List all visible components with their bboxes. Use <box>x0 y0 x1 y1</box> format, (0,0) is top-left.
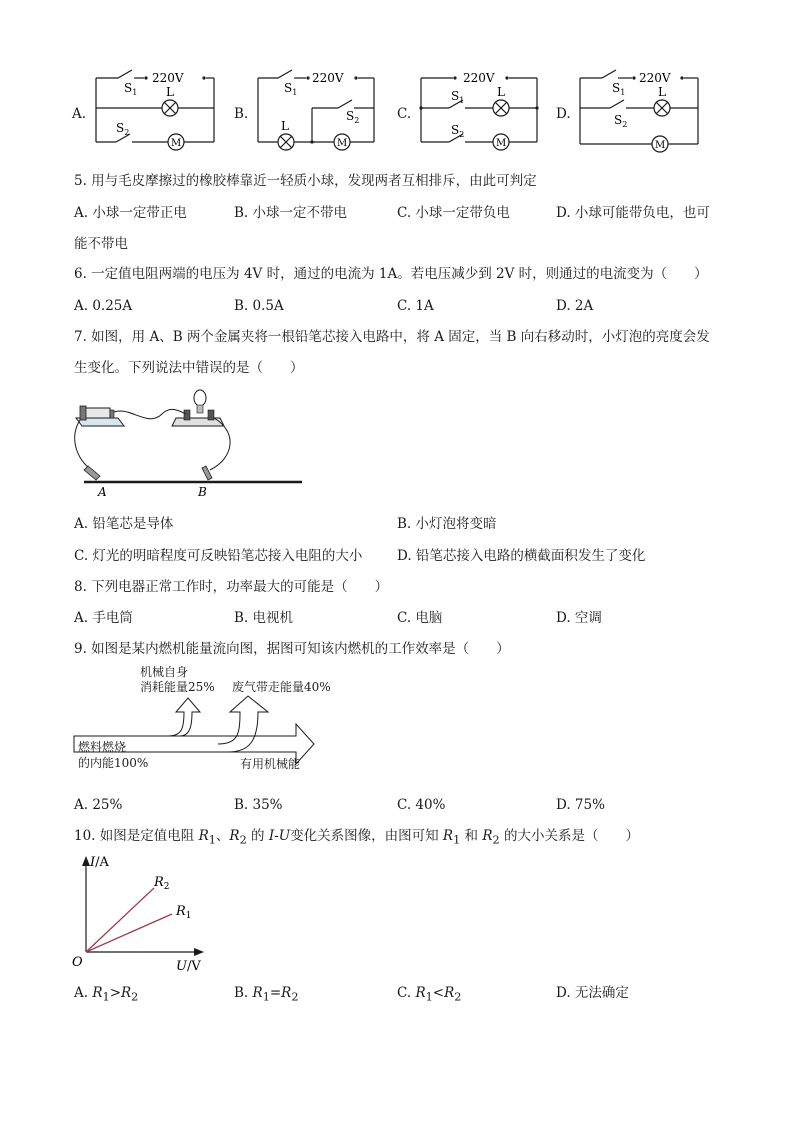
metal-clip-b-icon <box>202 466 212 480</box>
x-axis-arrow-icon <box>194 948 204 956</box>
y-axis-arrow-icon <box>82 856 90 866</box>
question-5-option-b[interactable]: B. 小球一定不带电 <box>234 205 348 221</box>
circuit-diagram-d <box>572 68 712 156</box>
question-10-stem: 10. 如图是定值电阻 $R_1$、$R_2$ 的 I-U变化关系图像，由图可知 $R_1$ 和 $R_2$ 的大小关系是（ ） <box>74 828 639 847</box>
circuit-diagram-a <box>88 68 228 152</box>
circuit-diagram-c <box>413 68 543 152</box>
option-a-letter[interactable]: A. <box>72 106 87 122</box>
pencil-lead-circuit-figure <box>70 388 310 500</box>
question-10-option-b[interactable]: B. $R_1=R_2$ <box>234 985 299 1004</box>
question-8-option-b[interactable]: B. 电视机 <box>234 610 294 626</box>
r1-line <box>86 914 172 952</box>
question-6-option-d[interactable]: D. 2A <box>556 298 594 314</box>
circuit-diagram-b <box>250 68 380 152</box>
metal-clip-a-icon <box>84 466 100 480</box>
clip-b-label: B <box>198 485 207 499</box>
question-9-stem: 9. 如图是某内燃机能量流向图，据图可知该内燃机的工作效率是（ ） <box>74 641 510 657</box>
voltage-label: 220V <box>639 71 671 85</box>
question-6-option-c[interactable]: C. 1A <box>397 298 434 314</box>
option-b-letter[interactable]: B. <box>234 106 249 122</box>
switch-s1-label: $S_1$ <box>451 89 465 105</box>
question-7-stem-line-2: 生变化。下列说法中错误的是（ ） <box>74 360 304 376</box>
question-7-stem-line-1: 7. 如图，用 A、B 两个金属夹将一根铅笔芯接入电路中，将 A 固定，当 B 向右移动时，小灯泡的亮度会发 <box>74 329 710 345</box>
iu-graph <box>70 852 210 974</box>
useful-energy-label: 有用机械能 <box>240 757 301 771</box>
light-bulb-icon <box>172 390 224 426</box>
fuel-energy-label-line-2: 的内能100% <box>78 756 149 770</box>
switch-s2-label: $S_2$ <box>116 121 130 137</box>
exhaust-loss-arrow <box>218 696 268 752</box>
switch-s2-label: $S_2$ <box>614 113 628 129</box>
question-5-option-d[interactable]: D. 小球可能带负电，也可 <box>556 205 710 221</box>
fuel-energy-label-line-1: 燃料燃烧 <box>78 740 127 754</box>
mechanical-loss-arrow <box>168 698 200 736</box>
voltage-label: 220V <box>152 71 184 85</box>
origin-label: O <box>72 955 83 970</box>
question-8-option-a[interactable]: A. 手电筒 <box>74 610 133 626</box>
question-8-option-d[interactable]: D. 空调 <box>556 610 602 626</box>
voltage-label: 220V <box>463 71 495 85</box>
question-5-option-c[interactable]: C. 小球一定带负电 <box>397 205 510 221</box>
mechanical-loss-label-line-2: 消耗能量25% <box>140 680 215 694</box>
question-9-option-d[interactable]: D. 75% <box>556 797 605 813</box>
option-c-letter[interactable]: C. <box>397 106 412 122</box>
question-7-option-d[interactable]: D. 铅笔芯接入电路的横截面积发生了变化 <box>397 548 646 564</box>
switch-s2-label: $S_2$ <box>451 123 465 139</box>
question-5-option-a[interactable]: A. 小球一定带正电 <box>74 205 187 221</box>
switch-s1-label: $S_1$ <box>124 81 138 97</box>
mechanical-loss-label-line-1: 机械自身 <box>140 665 189 679</box>
question-6-option-b[interactable]: B. 0.5A <box>234 298 284 314</box>
question-7-option-b[interactable]: B. 小灯泡将变暗 <box>397 516 497 532</box>
question-10-option-a[interactable]: A. $R_1>R_2$ <box>74 985 139 1004</box>
question-6-option-a[interactable]: A. 0.25A <box>74 298 133 314</box>
x-axis-label: U/V <box>176 959 201 974</box>
question-9-option-c[interactable]: C. 40% <box>397 797 446 813</box>
question-8-stem: 8. 下列电器正常工作时，功率最大的可能是（ ） <box>74 579 389 595</box>
r2-line <box>86 888 154 952</box>
battery-icon <box>76 406 124 426</box>
motor-label: M <box>655 140 666 151</box>
question-9-option-a[interactable]: A. 25% <box>74 797 123 813</box>
switch-s1-label: $S_1$ <box>284 81 298 97</box>
switch-s2-label: $S_2$ <box>346 109 360 125</box>
r1-label: $R_1$ <box>176 904 192 921</box>
y-axis-label: I/A <box>90 855 109 870</box>
question-5-stem: 5. 用与毛皮摩擦过的橡胶棒靠近一轻质小球，发现两者互相排斥，由此可判定 <box>74 173 537 189</box>
motor-label: M <box>337 138 348 149</box>
switch-s1-label: $S_1$ <box>612 81 626 97</box>
question-10-option-c[interactable]: C. $R_1<R_2$ <box>397 985 462 1004</box>
question-7-option-c[interactable]: C. 灯光的明暗程度可反映铅笔芯接入电阻的大小 <box>74 548 363 564</box>
voltage-label: 220V <box>312 71 344 85</box>
question-9-option-b[interactable]: B. 35% <box>234 797 283 813</box>
lamp-label: L <box>281 119 289 133</box>
question-7-option-a[interactable]: A. 铅笔芯是导体 <box>74 516 174 532</box>
motor-label: M <box>171 138 182 149</box>
lamp-label: L <box>658 85 666 99</box>
question-10-option-d[interactable]: D. 无法确定 <box>556 985 629 1001</box>
question-8-option-c[interactable]: C. 电脑 <box>397 610 443 626</box>
clip-a-label: A <box>98 485 107 499</box>
motor-label: M <box>496 138 507 149</box>
lamp-label: L <box>497 85 505 99</box>
exhaust-loss-label: 废气带走能量40% <box>232 680 331 694</box>
option-d-letter[interactable]: D. <box>556 106 571 122</box>
lamp-label: L <box>166 85 174 99</box>
question-5-option-d-continued: 能不带电 <box>74 236 128 252</box>
question-6-stem: 6. 一定值电阻两端的电压为 4V 时，通过的电流为 1A。若电压减少到 2V 时，则通过的电流变为（ ） <box>74 266 708 282</box>
r2-label: $R_2$ <box>154 875 170 892</box>
